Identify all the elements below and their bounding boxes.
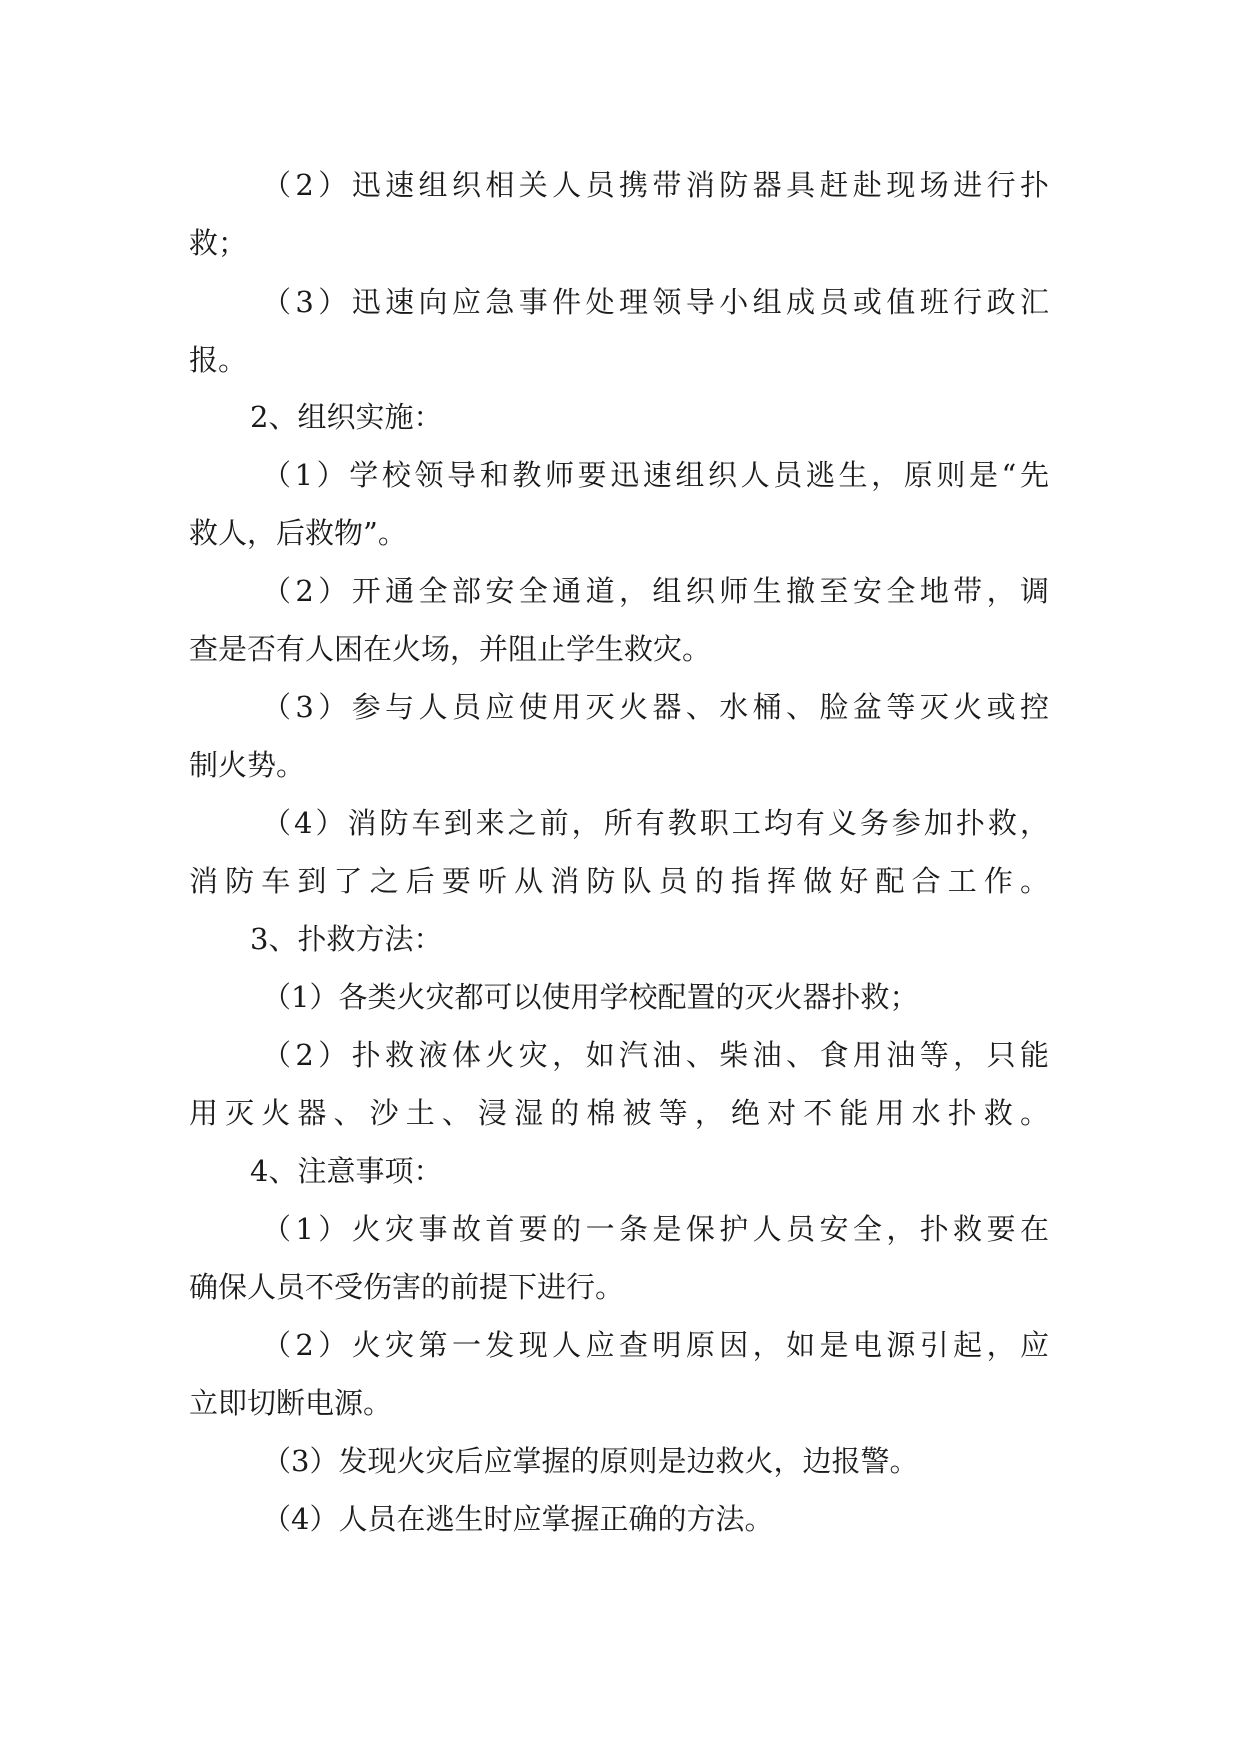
paragraph-line: 救； <box>189 226 248 260</box>
paragraph-line: 消防车到了之后要听从消防队员的指挥做好配合工作。 <box>189 864 1049 898</box>
paragraph-line: （1）各类火灾都可以使用学校配置的灭火器扑救； <box>262 980 919 1014</box>
paragraph-line: （3）参与人员应使用灭火器、水桶、脸盆等灭火或控 <box>262 690 1049 724</box>
paragraph-line: （1）火灾事故首要的一条是保护人员安全，扑救要在 <box>262 1212 1049 1246</box>
paragraph-line: （4）人员在逃生时应掌握正确的方法。 <box>262 1502 774 1536</box>
paragraph-line: （1）学校领导和教师要迅速组织人员逃生，原则是“先 <box>262 458 1049 492</box>
paragraph-line: （2）开通全部安全通道，组织师生撤至安全地带，调 <box>262 574 1049 608</box>
paragraph-line: （3）迅速向应急事件处理领导小组成员或值班行政汇 <box>262 285 1049 319</box>
paragraph-line: 用灭火器、沙土、浸湿的棉被等，绝对不能用水扑救。 <box>189 1096 1049 1130</box>
paragraph-line: 立即切断电源。 <box>189 1386 393 1420</box>
paragraph-line: 救人，后救物”。 <box>189 516 407 550</box>
section-heading: 4、注意事项： <box>250 1154 443 1188</box>
paragraph-line: 确保人员不受伤害的前提下进行。 <box>189 1270 625 1304</box>
paragraph-line: 报。 <box>189 343 248 377</box>
section-heading: 3、扑救方法： <box>250 922 443 956</box>
paragraph-line: （4）消防车到来之前，所有教职工均有义务参加扑救， <box>262 806 1049 840</box>
paragraph-line: 制火势。 <box>189 748 306 782</box>
paragraph-line: （2）扑救液体火灾，如汽油、柴油、食用油等，只能 <box>262 1038 1049 1072</box>
paragraph-line: （2）迅速组织相关人员携带消防器具赶赴现场进行扑 <box>262 168 1049 202</box>
paragraph-line: 查是否有人困在火场，并阻止学生救灾。 <box>189 632 712 666</box>
paragraph-line: （2）火灾第一发现人应查明原因，如是电源引起，应 <box>262 1328 1049 1362</box>
section-heading: 2、组织实施： <box>250 400 443 434</box>
paragraph-line: （3）发现火灾后应掌握的原则是边救火，边报警。 <box>262 1444 919 1478</box>
